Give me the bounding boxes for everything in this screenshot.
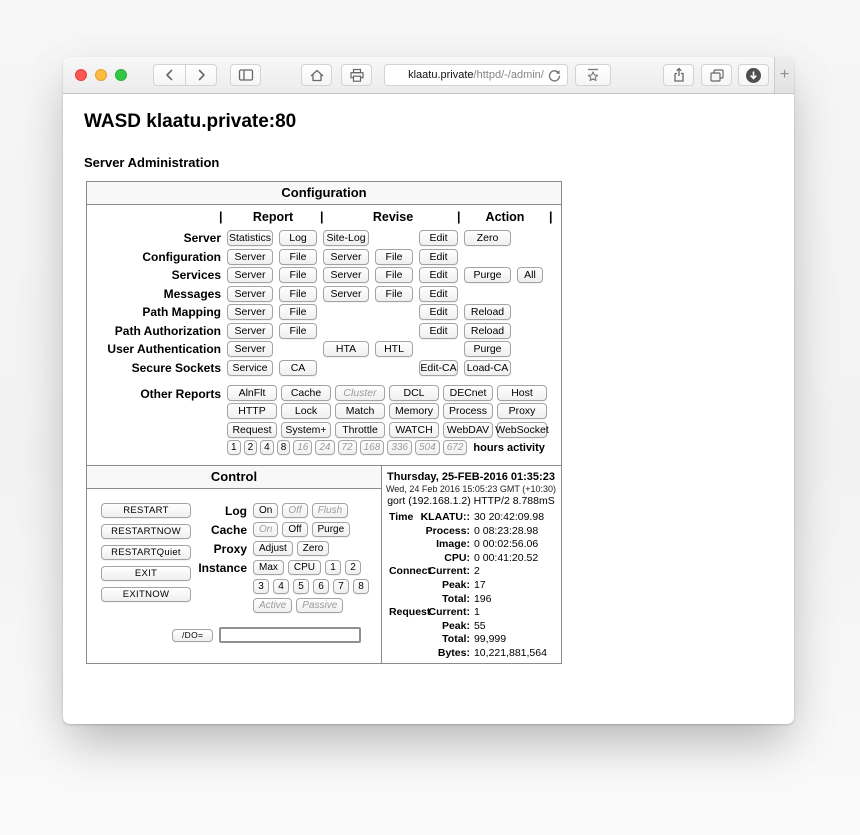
forward-button[interactable] xyxy=(185,64,217,86)
control-caption: Control xyxy=(87,466,381,489)
refresh-button[interactable] xyxy=(547,68,562,83)
server-zero-button[interactable]: Zero xyxy=(464,230,511,246)
messages-revise-server-button[interactable]: Server xyxy=(323,286,369,302)
nav-buttons xyxy=(153,64,217,86)
favorites-star-icon xyxy=(583,67,603,83)
server-edit-button[interactable]: Edit xyxy=(419,230,458,246)
status-label: Total: xyxy=(442,633,470,646)
instance-cpu-button[interactable]: CPU xyxy=(288,560,321,575)
share-icon xyxy=(671,67,687,83)
messages-file-button[interactable]: File xyxy=(279,286,317,302)
status-label: Image: xyxy=(436,538,470,551)
refresh-icon xyxy=(547,68,562,83)
separator: | xyxy=(457,210,461,224)
hours-24-button: 24 xyxy=(315,440,334,455)
status-label: Process: xyxy=(425,524,470,537)
configuration-caption: Configuration xyxy=(87,182,561,205)
services-purge-button[interactable]: Purge xyxy=(464,267,511,283)
status-label: Total: xyxy=(442,592,470,605)
status-value: 2 xyxy=(473,565,480,578)
status-value: 0 00:41:20.52 xyxy=(473,551,539,564)
status-value: 0 00:02:56.06 xyxy=(473,538,539,551)
hours-72-button: 72 xyxy=(338,440,357,455)
cluster-report-button: Cluster xyxy=(335,385,385,401)
admin-table xyxy=(86,181,562,664)
address-bar[interactable] xyxy=(384,64,568,86)
instance-max-button[interactable]: Max xyxy=(253,560,284,575)
cache-report-button[interactable]: Cache xyxy=(281,385,331,401)
control-toggles xyxy=(189,503,381,617)
configuration-column-headers xyxy=(87,210,561,227)
status-row xyxy=(386,538,556,552)
decnet-report-button[interactable]: DECnet xyxy=(443,385,493,401)
server-statistics-button[interactable]: Statistics xyxy=(229,232,272,244)
status-client-info: gort (192.168.1.2) HTTP/2 8.788mS xyxy=(387,495,555,507)
config-row-configuration xyxy=(87,249,561,265)
status-row xyxy=(386,620,556,634)
configuration-body xyxy=(87,205,561,465)
config-row-user-authentication xyxy=(87,341,561,357)
status-value: 196 xyxy=(473,592,492,605)
url-path: /httpd/-/admin/ xyxy=(473,69,544,81)
hours-672-button: 672 xyxy=(443,440,468,455)
hours-8-button[interactable]: 8 xyxy=(277,440,291,455)
instance-control-row xyxy=(189,560,381,575)
status-group-time: Time xyxy=(388,511,414,523)
instance-4-button[interactable]: 4 xyxy=(273,579,289,594)
user-authentication-purge-button[interactable]: Purge xyxy=(464,341,511,357)
config-row-path-mapping xyxy=(87,304,561,320)
control-body xyxy=(87,489,381,617)
hours-activity-label: hours activity xyxy=(473,441,545,454)
instance-8-button[interactable]: 8 xyxy=(353,579,369,594)
config-row-secure-sockets xyxy=(87,360,561,376)
traffic-lights xyxy=(75,69,127,81)
back-icon xyxy=(161,66,179,84)
status-value: 10,221,881,564 xyxy=(473,646,547,659)
restart-now-button[interactable]: RESTARTNOW xyxy=(101,524,191,539)
status-local-datetime: Thursday, 25-FEB-2016 01:35:23 xyxy=(387,471,555,483)
status-label: KLAATU:: xyxy=(420,511,470,523)
action-column-header: Action xyxy=(485,210,525,224)
revise-column-header: Revise xyxy=(372,210,414,224)
row-label: Server xyxy=(183,231,221,245)
status-row xyxy=(386,579,556,593)
status-row xyxy=(386,633,556,647)
sidebar-toggle-button[interactable] xyxy=(230,64,261,86)
do-command-input[interactable] xyxy=(219,627,361,643)
server-site-log-button[interactable]: Site-Log xyxy=(323,230,369,246)
status-value: 99,999 xyxy=(473,633,507,646)
instance-active-button: Active xyxy=(253,598,292,613)
status-row xyxy=(386,525,556,539)
user-authentication-htl-button[interactable]: HTL xyxy=(375,341,413,357)
downloads-icon xyxy=(745,67,762,84)
proxy-control-row xyxy=(189,541,381,556)
new-tab-button[interactable] xyxy=(774,57,794,93)
status-value: 17 xyxy=(473,578,486,591)
status-row xyxy=(386,552,556,566)
path-mapping-server-button[interactable]: Server xyxy=(227,304,273,320)
hours-4-button[interactable]: 4 xyxy=(260,440,274,455)
process-report-button[interactable]: Process xyxy=(443,403,493,419)
log-flush-button: Flush xyxy=(312,503,348,518)
proxy-report-button[interactable]: Proxy xyxy=(497,403,547,419)
lower-section xyxy=(87,465,561,663)
request-report-button[interactable]: Request xyxy=(227,422,277,438)
instance-5-button[interactable]: 5 xyxy=(293,579,309,594)
http-report-button[interactable]: HTTP xyxy=(227,403,277,419)
system-report-button[interactable]: System+ xyxy=(281,422,331,438)
page-content xyxy=(63,94,794,664)
separator: | xyxy=(549,210,553,224)
lock-report-button[interactable]: Lock xyxy=(281,403,331,419)
separator: | xyxy=(320,210,324,224)
path-mapping-edit-button[interactable]: Edit xyxy=(419,304,458,320)
watch-report-button[interactable]: WATCH xyxy=(389,422,439,438)
instance-2-button[interactable]: 2 xyxy=(345,560,361,575)
user-authentication-server-button[interactable]: Server xyxy=(227,341,273,357)
other-reports-block xyxy=(87,385,561,456)
services-file-button[interactable]: File xyxy=(279,267,317,283)
services-all-button[interactable]: All xyxy=(517,267,543,283)
home-icon xyxy=(309,68,325,83)
url-host: klaatu.private xyxy=(408,69,474,81)
print-button[interactable] xyxy=(341,64,372,86)
close-window-button[interactable] xyxy=(75,69,87,81)
status-label: CPU: xyxy=(444,551,470,564)
printer-icon xyxy=(349,68,365,83)
path-mapping-file-button[interactable]: File xyxy=(279,304,317,320)
path-mapping-reload-button[interactable]: Reload xyxy=(464,304,511,320)
row-label: Secure Sockets xyxy=(131,360,221,375)
report-column-header: Report xyxy=(252,210,294,224)
hours-activity-row xyxy=(227,440,561,455)
messages-revise-file-button[interactable]: File xyxy=(375,286,413,302)
zoom-window-button[interactable] xyxy=(115,69,127,81)
row-label: Messages xyxy=(163,286,221,301)
separator: | xyxy=(219,210,223,224)
plus-icon: + xyxy=(779,66,790,83)
configuration-revise-server-button[interactable]: Server xyxy=(323,249,369,265)
services-edit-button[interactable]: Edit xyxy=(419,267,458,283)
configuration-file-button[interactable]: File xyxy=(279,249,317,265)
do-button[interactable]: /DO= xyxy=(172,629,213,642)
instance-digits-row xyxy=(189,579,381,594)
status-label: Current: xyxy=(428,606,470,619)
alnflt-report-button[interactable]: AlnFlt xyxy=(227,385,277,401)
status-value: 55 xyxy=(473,619,486,632)
secure-sockets-ca-button[interactable]: CA xyxy=(279,360,317,376)
proxy-label: Proxy xyxy=(213,541,247,556)
log-control-row xyxy=(189,503,381,518)
restart-button[interactable]: RESTART xyxy=(101,503,191,518)
log-label: Log xyxy=(225,503,247,518)
user-authentication-hta-button[interactable]: HTA xyxy=(323,341,369,357)
config-row-services xyxy=(87,267,561,283)
cache-purge-button[interactable]: Purge xyxy=(312,522,351,537)
exit-now-button[interactable]: EXITNOW xyxy=(101,587,191,602)
proxy-adjust-button[interactable]: Adjust xyxy=(253,541,293,556)
browser-toolbar xyxy=(63,57,794,94)
configuration-server-button[interactable]: Server xyxy=(227,249,273,265)
services-server-button[interactable]: Server xyxy=(227,267,273,283)
instance-label: Instance xyxy=(198,560,247,575)
hours-168-button: 168 xyxy=(360,440,385,455)
cache-label: Cache xyxy=(210,522,247,537)
do-command-row xyxy=(172,627,381,643)
instance-6-button[interactable]: 6 xyxy=(313,579,329,594)
cache-control-row xyxy=(189,522,381,537)
hours-1-button[interactable]: 1 xyxy=(227,440,241,455)
secure-sockets-service-button[interactable]: Service xyxy=(227,360,273,376)
path-authorization-edit-button[interactable]: Edit xyxy=(419,323,458,339)
status-row xyxy=(386,565,556,579)
share-button[interactable] xyxy=(663,64,694,86)
server-control-buttons xyxy=(101,503,189,617)
status-label: Current: xyxy=(428,565,470,578)
status-group-connect: Connect xyxy=(388,565,431,578)
row-label: Path Authorization xyxy=(114,323,221,338)
status-row xyxy=(386,606,556,620)
throttle-report-button[interactable]: Throttle xyxy=(335,422,385,438)
status-row xyxy=(386,511,556,525)
instance-passive-button: Passive xyxy=(296,598,343,613)
services-revise-server-button[interactable]: Server xyxy=(323,267,369,283)
services-revise-file-button[interactable]: File xyxy=(375,267,413,283)
messages-edit-button[interactable]: Edit xyxy=(419,286,458,302)
status-panel xyxy=(382,466,561,663)
memory-report-button[interactable]: Memory xyxy=(389,403,439,419)
forward-icon xyxy=(192,66,210,84)
hours-336-button: 336 xyxy=(387,440,412,455)
path-authorization-file-button[interactable]: File xyxy=(279,323,317,339)
favorites-button[interactable] xyxy=(575,64,611,86)
sidebar-icon xyxy=(238,68,254,82)
websocket-report-button[interactable]: WebSocket xyxy=(495,423,549,436)
webdav-report-button[interactable]: WebDAV xyxy=(443,422,493,438)
status-group-request: Request xyxy=(388,606,431,619)
control-column xyxy=(87,466,382,663)
other-reports-row xyxy=(227,422,561,438)
status-gmt-datetime: Wed, 24 Feb 2016 15:05:23 GMT (+10:30) xyxy=(385,484,556,494)
exit-button[interactable]: EXIT xyxy=(101,566,191,581)
downloads-button[interactable] xyxy=(738,64,769,86)
secure-sockets-edit-ca-button[interactable]: Edit-CA xyxy=(420,361,457,374)
instance-1-button[interactable]: 1 xyxy=(325,560,341,575)
status-value: 0 08:23:28.98 xyxy=(473,524,539,537)
log-off-button: Off xyxy=(282,503,307,518)
config-row-path-authorization xyxy=(87,323,561,339)
page-title: WASD klaatu.private:80 xyxy=(84,111,297,132)
status-row xyxy=(386,647,556,661)
hours-2-button[interactable]: 2 xyxy=(244,440,258,455)
config-row-messages xyxy=(87,286,561,302)
dcl-report-button[interactable]: DCL xyxy=(389,385,439,401)
back-button[interactable] xyxy=(153,64,185,86)
home-button[interactable] xyxy=(301,64,332,86)
tab-overview-button[interactable] xyxy=(701,64,732,86)
status-label: Peak: xyxy=(441,578,470,591)
cache-off-button[interactable]: Off xyxy=(282,522,307,537)
log-on-button[interactable]: On xyxy=(253,503,278,518)
page-heading: Server Administration xyxy=(84,155,220,170)
browser-window xyxy=(63,57,794,724)
tab-overview-icon xyxy=(709,68,725,83)
secure-sockets-load-ca-button[interactable]: Load-CA xyxy=(464,360,511,376)
row-label: Configuration xyxy=(142,249,221,264)
other-reports-label: Other Reports xyxy=(140,386,221,401)
messages-server-button[interactable]: Server xyxy=(227,286,273,302)
row-label: User Authentication xyxy=(107,342,221,356)
instance-3-button[interactable]: 3 xyxy=(253,579,269,594)
minimize-window-button[interactable] xyxy=(95,69,107,81)
proxy-zero-button[interactable]: Zero xyxy=(297,541,330,556)
cache-on-button: On xyxy=(253,522,278,537)
instance-7-button[interactable]: 7 xyxy=(333,579,349,594)
row-label: Services xyxy=(171,268,221,282)
configuration-edit-button[interactable]: Edit xyxy=(419,249,458,265)
status-label: Peak: xyxy=(441,619,470,632)
config-row-server xyxy=(87,230,561,246)
status-label: Bytes: xyxy=(437,646,470,659)
match-report-button[interactable]: Match xyxy=(335,403,385,419)
configuration-revise-file-button[interactable]: File xyxy=(375,249,413,265)
other-reports-row xyxy=(227,385,561,401)
hours-16-button: 16 xyxy=(293,440,312,455)
status-row xyxy=(386,593,556,607)
server-log-button[interactable]: Log xyxy=(279,230,317,246)
instance-mode-row xyxy=(189,598,381,613)
hours-504-button: 504 xyxy=(415,440,440,455)
status-value: 30 20:42:09.98 xyxy=(473,511,545,523)
other-reports-row xyxy=(227,403,561,419)
row-label: Path Mapping xyxy=(142,305,221,319)
restart-quiet-button[interactable]: RESTARTQuiet xyxy=(101,545,191,560)
path-authorization-server-button[interactable]: Server xyxy=(227,323,273,339)
path-authorization-reload-button[interactable]: Reload xyxy=(464,323,511,339)
status-value: 1 xyxy=(473,606,480,619)
host-report-button[interactable]: Host xyxy=(497,385,547,401)
